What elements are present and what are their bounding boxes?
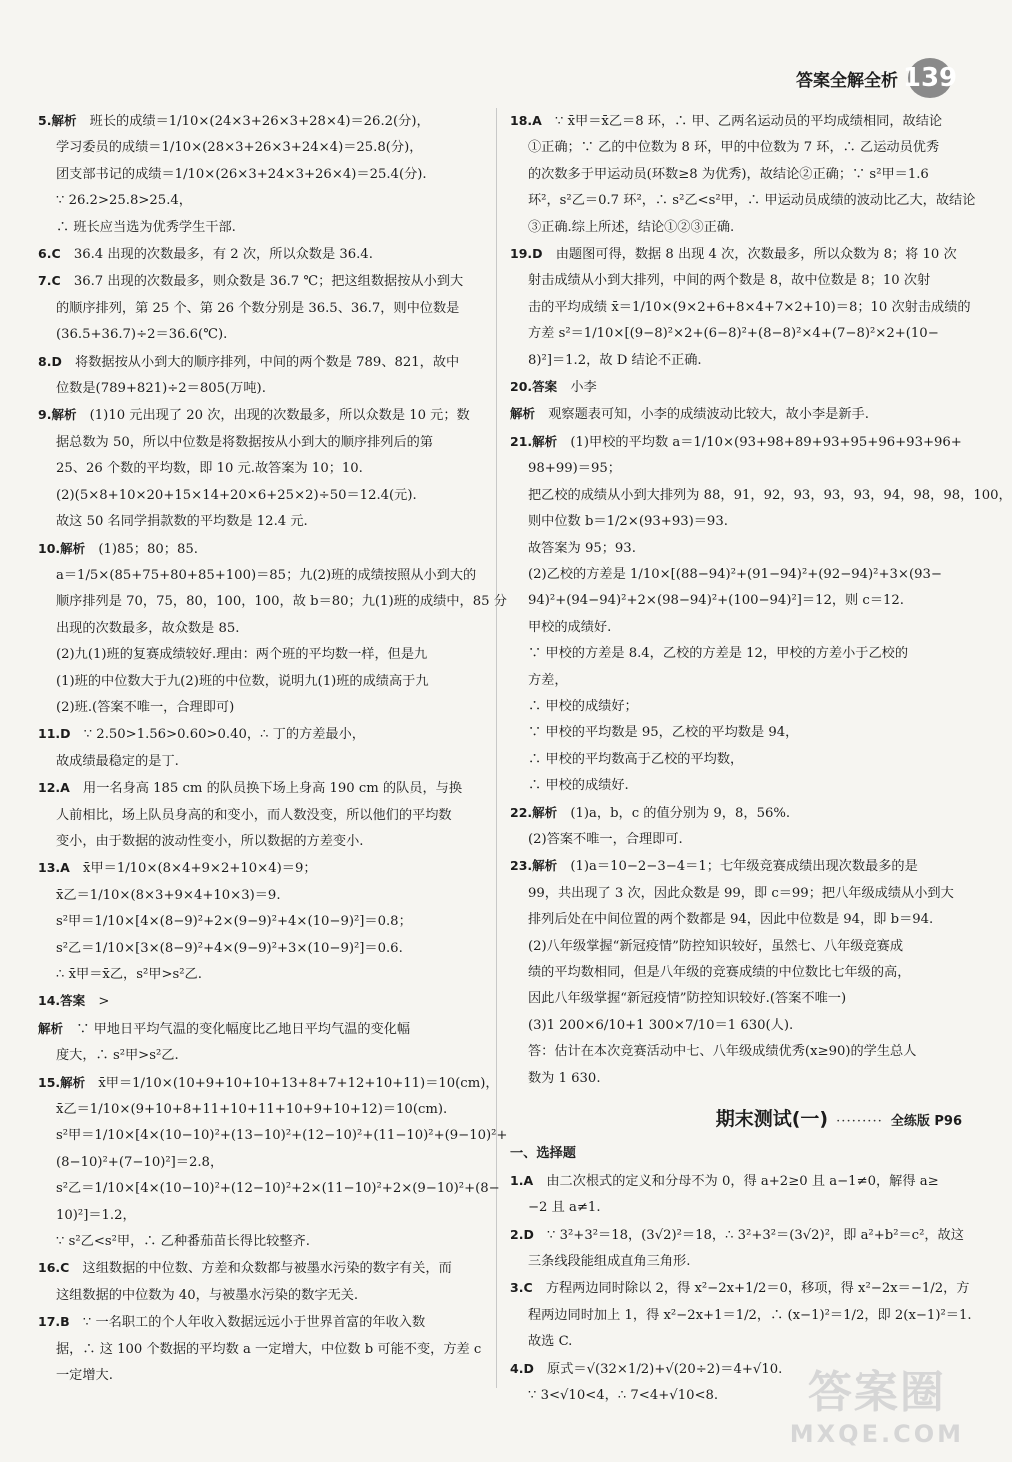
answer-text: 方程两边同时除以 2，得 x²−2x+1/2＝0，移项，得 x²−2x＝−1/2，方 [545,1281,970,1297]
answer-text: 小李 [570,380,597,396]
answer-text: s²乙＝1/10×[3×(8−9)²+4×(9−9)²+3×(10−9)²]＝0.6. [56,940,403,956]
answer-line [510,509,962,535]
answer-text: x̄甲＝1/10×(10+9+10+10+13+8+7+12+10+11)＝10(cm)， [98,1075,499,1091]
answer-line [510,135,962,161]
question-number: 12.A [38,780,70,796]
answer-text: 人前相比，场上队员身高的和变小，而人数没变，所以他们的平均数 [56,807,452,823]
answer-line [38,642,484,668]
answer-text: 36.7 出现的次数最多，则众数是 36.7 ℃；把这组数据按从小到大 [73,274,464,290]
answer-text: 绩的平均数相同，但是八年级的竞赛成绩的中位数比七年级的高， [528,965,911,980]
answer-text: 方差， [528,672,568,688]
answer-text: (1)10 元出现了 20 次，出现的次数最多，所以众数是 10 元；数 [89,408,470,424]
answer-text: 的次数多于甲运动员(环数≥8 为优秀)，故结论②正确；∵ s²甲＝1.6 [528,166,929,182]
answer-text: (2)乙校的方差是 1/10×[(88−94)²+(91−94)²+(92−94)²+3×(93− [528,566,942,582]
question-number: 解析 [38,1020,64,1036]
answer-line [38,1070,499,1097]
answer-line [38,909,484,935]
answer-line [510,800,962,827]
answer-text: 由二次根式的定义和分母不为 0，得 a+2≥0 且 a−1≠0，解得 a≥ [546,1173,939,1189]
answer-line [510,934,962,960]
answer-line [38,721,484,748]
answer-text: 由题图可得，数据 8 出现 4 次，次数最多，所以众数为 8；将 10 次 [555,247,957,263]
answer-line [38,962,484,988]
answer-line [510,960,962,986]
answer-line [510,348,962,374]
question-number: 20.答案 [510,379,558,395]
answer-line [510,1013,962,1039]
answer-line [510,1249,962,1275]
answer-text: s²甲＝1/10×[4×(8−9)²+2×(9−9)²+4×(10−9)²]＝0.8； [56,914,412,930]
answer-line [38,829,484,855]
answer-line [38,883,484,909]
answer-line [38,803,484,829]
answer-text: ∴ x̄甲＝x̄乙，s²甲>s²乙. [56,967,202,982]
section-subheading: 一、选择题 [510,1146,576,1162]
answer-text: s²甲＝1/10×[4×(10−10)²+(13−10)²+(12−10)²+(11−10)²+(9−10)²+ [56,1128,508,1144]
question-number: 9.解析 [38,407,77,423]
answer-line [510,588,962,614]
question-number: 1.A [510,1172,534,1188]
watermark [790,1356,964,1448]
page-number: 139 [908,58,952,98]
answer-text: 环²，s²乙＝0.7 环²，∴ s²乙<s²甲，∴ 甲运动员成绩的波动比乙大，故结论 [528,193,976,209]
answer-text: (1)班的中位数大于九(2)班的中位数，说明九(1)班的成绩高于九 [56,673,429,689]
answer-text: s²乙＝1/10×[4×(10−10)²+(12−10)²+2×(11−10)²+2×(9−10)²+(8− [56,1181,500,1197]
answer-line [38,108,484,135]
question-number: 5.解析 [38,113,77,128]
answer-line [38,1363,484,1389]
answer-text: ∴ 甲校的成绩好. [528,778,629,794]
answer-line [510,188,976,214]
answer-line [38,1229,484,1255]
question-number: 11.D [38,726,71,742]
answer-text: ∵ x̄甲＝x̄乙＝8 环，∴ 甲、乙两名运动员的平均成绩相同，故结论 [555,114,943,129]
answer-line [38,1123,508,1149]
answer-text: x̄乙＝1/10×(8×3+9×4+10×3)＝9. [56,887,281,903]
answer-line [38,1309,484,1336]
answer-line [38,1150,484,1176]
answer-line [510,907,962,933]
answer-text: 击的平均成绩 x̄＝1/10×(9×2+6+8×4+7×2+10)＝8；10 次射击成绩的 [528,299,971,315]
answer-line [510,668,962,694]
question-number: 解析 [510,406,536,422]
answer-text: (1)85；80；85. [98,541,198,557]
answer-text: ∵ 3<√10<4，∴ 7<4+√10<8. [528,1388,719,1404]
answer-line [38,695,484,721]
answer-text: 这组数据的中位数、方差和众数都与被墨水污染的数字有关，而 [82,1261,452,1277]
answer-text: 答：估计在本次竞赛活动中七、八年级成绩优秀(x≥90)的学生总人 [528,1044,917,1060]
question-number: 14.答案 [38,993,86,1009]
answer-text: 因此八年级掌握“新冠疫情”防控知识较好.(答案不唯一) [528,991,847,1007]
answer-line [38,322,484,348]
answer-text: 变小，由于数据的波动性变小，所以数据的方差变小. [56,833,364,849]
answer-line [510,321,962,347]
answer-text: 的顺序排列，第 25 个、第 26 个数分别是 36.5、36.7，则中位数是 [56,300,460,316]
answer-text: (2)(5×8+10×20+15×14+20×6+25×2)÷50＝12.4(元). [56,487,417,503]
answer-line [510,1329,962,1355]
answer-text: 一定增大. [56,1368,113,1384]
answer-line [38,749,484,775]
answer-text: (36.5+36.7)÷2＝36.6(℃). [56,327,228,343]
answer-line [38,1016,484,1043]
question-number: 22.解析 [510,804,558,820]
answer-text: 顺序排列是 70，75，80，100，100，故 b＝80；九(1)班的成绩中，85 分 [56,594,507,610]
answer-text: ∵ 甲校的方差是 8.4，乙校的方差是 12，甲校的方差小于乙校的 [528,646,909,662]
answer-line [38,775,484,802]
answer-text: (2)八年级掌握“新冠疫情”防控知识较好，虽然七、八年级竞赛成 [528,938,904,954]
answer-text: ∴ 甲校的平均数高于乙校的平均数， [528,751,744,767]
question-number: 23.解析 [510,858,558,874]
answer-text: ∵ 甲地日平均气温的变化幅度比乙地日平均气温的变化幅 [76,1021,411,1037]
answer-line [510,1066,962,1092]
right-column [510,108,1012,1410]
answer-line [510,483,1012,509]
question-number: 8.D [38,353,62,369]
answer-line [510,1222,962,1249]
answer-text: (1)甲校的平均数 a＝1/10×(93+98+89+93+95+96+93+96+ [570,434,962,450]
answer-text: 10)²]＝1.2， [56,1207,136,1223]
question-number: 19.D [510,246,543,262]
answer-text: 25、26 个数的平均数，即 10 元.故答案为 10；10. [56,461,363,477]
answer-line [510,215,962,241]
answer-line [38,483,484,509]
question-number: 7.C [38,273,61,289]
answer-line [38,509,484,535]
answer-line [38,241,484,268]
answer-text: 这组数据的中位数为 40，与被墨水污染的数字无关. [56,1287,359,1303]
answer-line [510,1039,962,1065]
answer-text: 据，∴ 这 100 个数据的平均数 a 一定增大，中位数 b 可能不变，方差 c [56,1341,482,1357]
answer-text: ∴ 甲校的成绩好； [528,698,638,714]
answer-line [510,268,962,294]
answer-line [510,694,962,720]
question-number: 6.C [38,246,61,262]
answer-text: ∵ s²乙<s²甲，∴ 乙种番茄苗长得比较整齐. [56,1234,310,1250]
answer-text: 学习委员的成绩＝1/10×(28×3+26×3+24×4)＝25.8(分)， [56,140,423,156]
answer-line [38,1176,500,1202]
answer-text: 数为 1 630. [528,1070,601,1086]
answer-text: 甲校的成绩好. [528,619,612,635]
answer-text: (1)a，b，c 的值分别为 9，8，56%. [570,805,791,821]
right-answers [510,108,1012,1092]
answer-text: x̄甲＝1/10×(8×4+9×2+10×4)＝9； [83,861,317,877]
question-number: 2.D [510,1226,534,1242]
answer-line [38,430,484,456]
answer-line [510,241,962,268]
answer-line [510,1141,962,1167]
question-number: 18.A [510,113,542,128]
answer-line [38,1097,484,1123]
answer-text: 团支部书记的成绩＝1/10×(26×3+24×3+26×4)＝25.4(分). [56,166,427,182]
left-column [38,108,508,1390]
answer-text: ∵ 26.2>25.8>25.4， [56,193,192,209]
answer-line [510,881,962,907]
answer-line [510,401,962,428]
answer-line [510,1168,962,1195]
answer-text: 度大，∴ s²甲>s²乙. [56,1048,179,1064]
answer-text: ∵ 2.50>1.56>0.60>0.40，∴ 丁的方差最小， [83,727,365,743]
section-dots: ········· [836,1114,883,1130]
header-title: 答案全解全析 [796,70,898,91]
answer-line [510,162,962,188]
answer-line [510,1195,962,1221]
answer-line [38,1203,484,1229]
section-ref: 全练版 P96 [890,1114,962,1130]
answer-line [38,268,484,295]
watermark-logo: 答案圈 [807,1367,946,1418]
answer-text: (3)1 200×6/10+1 300×7/10＝1 630(人). [528,1017,794,1033]
answer-line [510,615,962,641]
answer-line [510,641,962,667]
answer-text: 故答案为 95；93. [528,540,636,556]
answer-text: 班长的成绩＝1/10×(24×3+26×3+28×4)＝26.2(分)， [89,114,430,129]
answer-line [510,986,962,1012]
answer-text: 用一名身高 185 cm 的队员换下场上身高 190 cm 的队员，与换 [83,781,463,797]
answer-line [38,456,484,482]
answer-text: 36.4 出现的次数最多，有 2 次，所以众数是 36.4. [73,247,373,263]
answer-line [38,536,484,563]
answer-text: ∴ 班长应当选为优秀学生干部. [56,219,236,235]
page-header [796,58,958,98]
answer-text: 故这 50 名同学捐款数的平均数是 12.4 元. [56,514,308,530]
answer-text: ∵ 甲校的平均数是 95，乙校的平均数是 94， [528,725,799,741]
answer-text: 方差 s²＝1/10×[(9−8)²×2+(6−8)²+(8−8)²×4+(7−8)²×2+(10− [528,326,939,342]
answer-line [38,589,507,615]
answer-text: 98+99)＝95； [528,461,621,477]
answer-line [38,215,484,241]
answer-text: 99，共出现了 3 次，因此众数是 99，即 c＝99；把八年级成绩从小到大 [528,885,954,901]
question-number: 17.B [38,1314,70,1330]
answer-line [510,827,962,853]
answer-line [38,162,484,188]
answer-text: 原式＝√(32×1/2)+√(20÷2)＝4+√10. [547,1361,783,1377]
question-number: 4.D [510,1360,534,1376]
answer-line [38,563,484,589]
answer-line [38,1043,484,1069]
answer-text: 出现的次数最多，故众数是 85. [56,620,240,636]
answer-text: (2)答案不唯一，合理即可. [528,831,683,847]
answer-line [510,295,971,321]
answer-line [38,376,484,402]
answer-line [38,988,484,1015]
answer-text: 位数是(789+821)÷2＝805(万吨). [56,381,266,397]
answer-line [510,536,962,562]
answer-text: > [98,994,110,1010]
section-heading [510,1106,962,1135]
answer-text: ①正确；∵ 乙的中位数为 8 环，甲的中位数为 7 环，∴ 乙运动员优秀 [528,140,940,156]
question-number: 13.A [38,860,70,876]
answer-line [510,1303,972,1329]
answer-line [38,936,484,962]
answer-text: 观察题表可知，小李的成绩波动比较大，故小李是新手. [548,407,869,423]
answer-text: −2 且 a≠1. [528,1200,601,1216]
answer-line [38,1337,484,1363]
answer-line [510,429,962,456]
answer-text: 射击成绩从小到大排列，中间的两个数是 8，故中位数是 8；10 次射 [528,273,931,289]
answer-text: ③正确.综上所述，结论①②③正确. [528,219,735,235]
answer-line [510,747,962,773]
watermark-url: MXQE.COM [789,1420,964,1448]
question-number: 10.解析 [38,540,86,556]
answer-line [38,402,484,429]
answer-line [38,616,484,642]
answer-text: 把乙校的成绩从小到大排列为 88，91，92，93，93，93，94，98，98，100， [528,487,1012,503]
answer-text: ∵ 一名职工的个人年收入数据远远小于世界首富的年收入数 [82,1315,426,1331]
answer-line [38,296,484,322]
answer-line [510,720,962,746]
answer-text: ∵ 3²+3²＝18，(3√2)²＝18，∴ 3²+3²＝(3√2)²，即 a²+b²＝c²，故这 [547,1227,964,1243]
question-number: 21.解析 [510,433,558,449]
answer-line [510,853,962,880]
answer-text: (2)九(1)班的复赛成绩较好.理由：两个班的平均数一样，但是九 [56,647,428,663]
answer-line [510,456,962,482]
answer-line [510,108,962,135]
answer-line [38,135,484,161]
answer-text: (1)a＝10−2−3−4＝1；七年级竞赛成绩出现次数最多的是 [570,859,918,875]
question-number: 16.C [38,1260,70,1276]
question-number: 3.C [510,1280,533,1296]
question-number: 15.解析 [38,1074,86,1090]
answer-text: a＝1/5×(85+75+80+85+100)＝85；九(2)班的成绩按照从小到大的 [56,567,477,583]
answer-text: 则中位数 b＝1/2×(93+93)＝93. [528,514,728,530]
answer-line [510,773,962,799]
answer-text: 将数据按从小到大的顺序排列，中间的两个数是 789、821，故中 [75,354,460,370]
answer-line [38,1283,484,1309]
answer-text: 据总数为 50，所以中位数是将数据按从小到大的顺序排列后的第 [56,434,434,450]
answer-text: 程两边同时加上 1，得 x²−2x+1＝1/2，∴ (x−1)²＝1/2，即 2(x−1)²＝1. [528,1307,972,1323]
answer-text: 三条线段能组成直角三角形. [528,1254,691,1270]
answer-text: 故选 C. [528,1334,573,1350]
answer-line [38,669,484,695]
section-title: 期末测试(一) [715,1108,829,1131]
answer-line [38,188,484,214]
answer-line [510,562,962,588]
answer-text: x̄乙＝1/10×(9+10+8+11+10+11+10+9+10+12)＝10(cm). [56,1102,448,1118]
answer-line [38,855,484,882]
answer-line [38,349,484,376]
answer-text: 8)²]＝1.2，故 D 结论不正确. [528,352,702,368]
answer-line [510,374,962,401]
answer-text: (2)班.(答案不唯一，合理即可) [56,699,235,715]
answer-line [510,1275,970,1302]
answer-text: 94)²+(94−94)²+2×(98−94)²+(100−94)²]＝12，则 c＝12. [528,593,904,609]
answer-text: 故成绩最稳定的是丁. [56,753,179,769]
answer-text: (8−10)²+(7−10)²]＝2.8， [56,1154,224,1170]
answer-text: 排列后处在中间位置的两个数都是 94，因此中位数是 94，即 b＝94. [528,912,934,928]
answer-line [38,1255,484,1282]
